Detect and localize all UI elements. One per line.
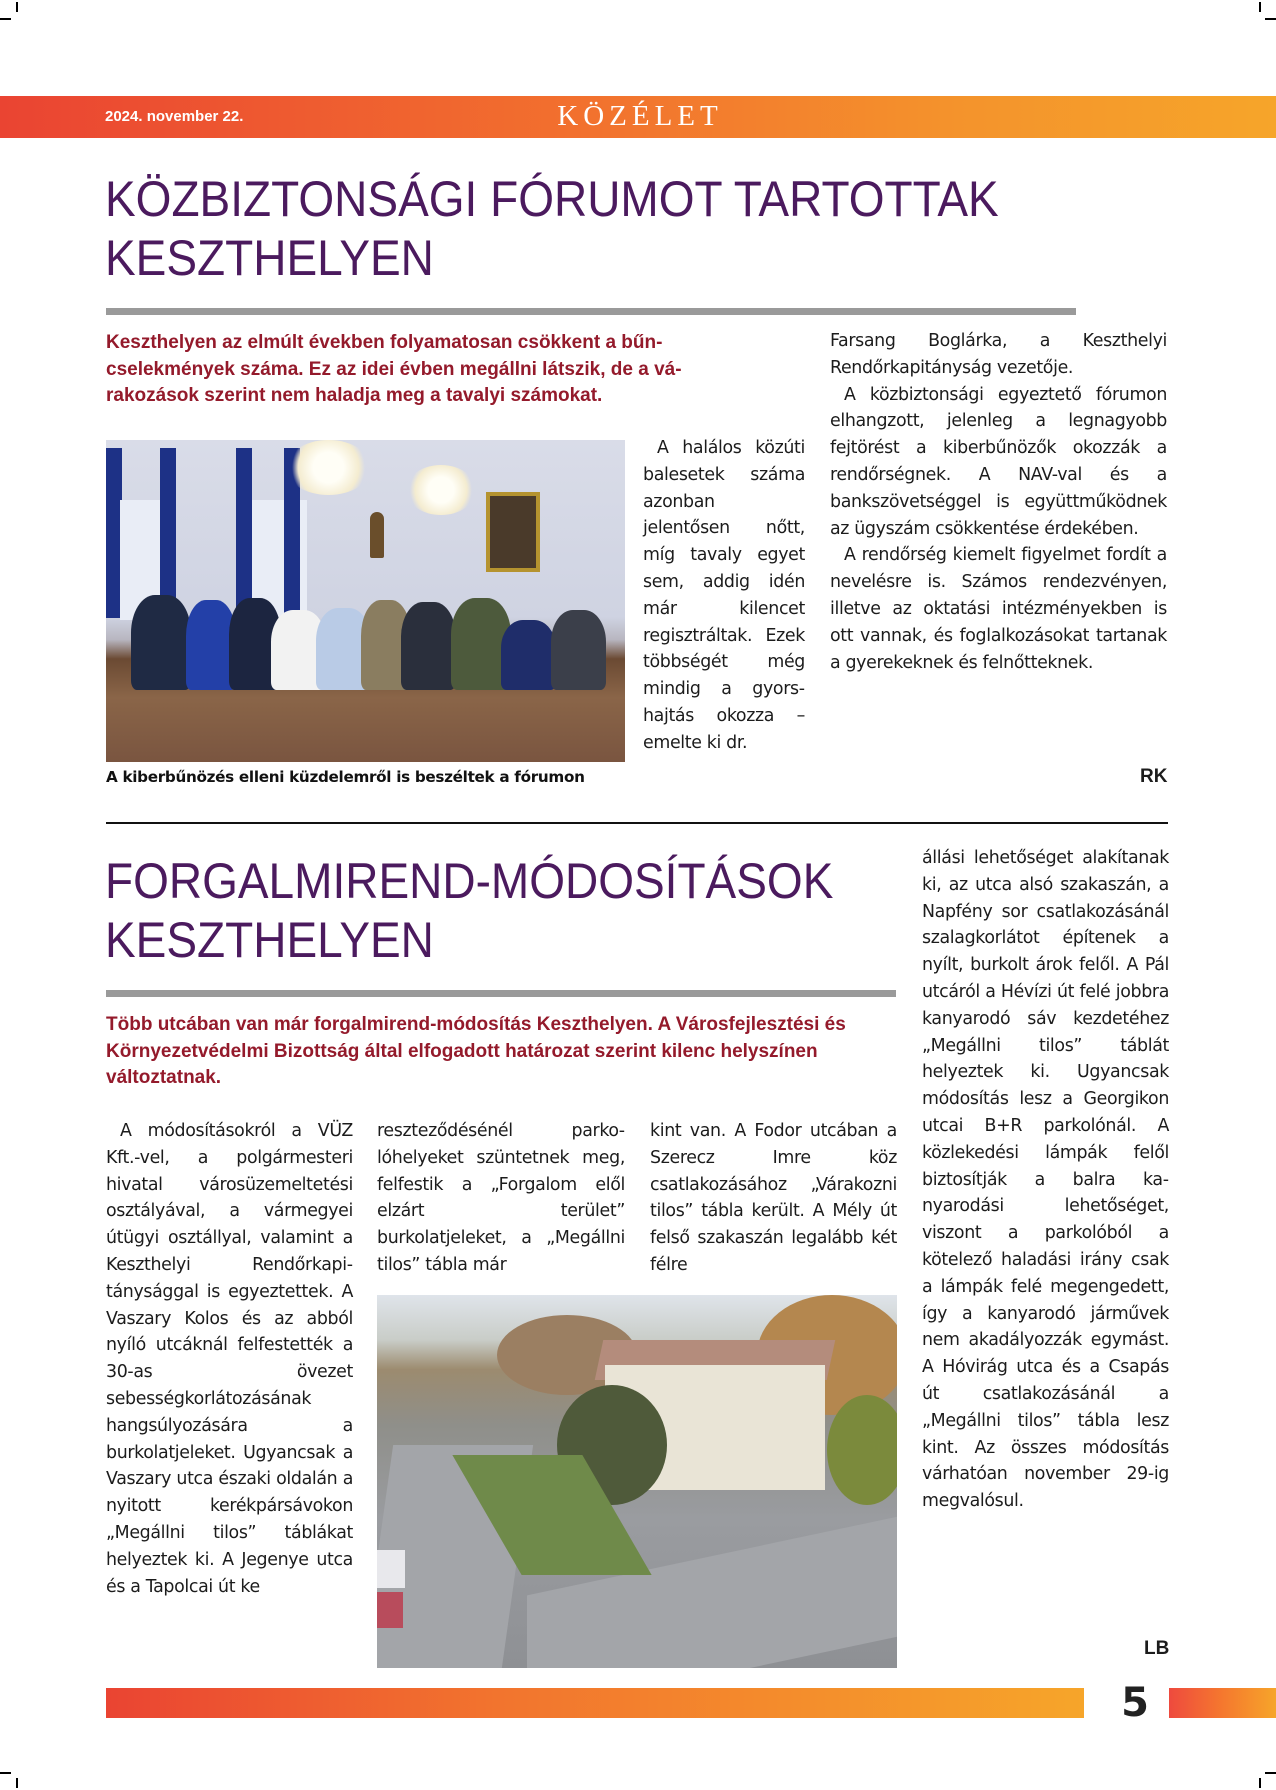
- crop-mark: [16, 1778, 18, 1788]
- article-divider: [106, 822, 1168, 824]
- crop-mark: [0, 18, 11, 20]
- portrait: [486, 492, 540, 572]
- paragraph: Farsang Boglárka, a Keszthelyi Rendőrkapitányság vezetője.: [830, 331, 1167, 378]
- audience: [111, 580, 616, 690]
- headline-line: KESZTHELYEN: [105, 912, 434, 968]
- headline-rule: [106, 990, 896, 997]
- headline-rule: [106, 308, 1076, 315]
- paragraph: A rendőrség kiemelt figyelmet fordít a nevelésre is. Számos rendezvényen, illetve az oktatási intézményekben is ott vannak, és foglalkozásokat tartanak a gyerekeknek és felnőtteknek.: [830, 545, 1167, 673]
- headline-line: KÖZBIZTONSÁGI FÓRUMOT TARTOTTAK: [105, 171, 999, 227]
- article2-column-3: [650, 1118, 897, 1279]
- paragraph: állási lehetőséget alakítanak ki, az utca alsó szakaszán, a Napfény sor csatlakozásánál szalagkorlátot építenek a nyílt, burkolt árok felől. A Pál utcáról a Hévízi út felé jobbra kanyarodó sáv kezdetéhez „Megállni tilos” táblát helyeztek ki. Ugyancsak módosítás lesz a Georgikon utcai B+R parkolónál. A közlekedési lámpák felől biztosítják a balra kanyarodási lehetőséget, viszont a parkolóból a kötelező haladási irány csak a lámpák felé megengedett, így a kanyarodó járművek nem akadályozzák egymást. A Hóvirág utca és a Csapás út csatlakozásánál a „Megállni tilos” tábla lesz kint. Az összes módosítás várhatóan november 29-ig megvalósul.: [922, 848, 1169, 1512]
- paragraph: A módosításokról a VÜZ Kft.-vel, a polgármesteri hivatal városüzemeltetési osztályával, a vármegyei útügyi osztállyal, valamint a Keszthelyi Rendőrkapitánysággal is egyeztettek. A Vaszary Kolos és az abból nyíló utcáknál felfestették a 30-as övezet sebességkorlátozásának hangsúlyozására a burkolatjeleket. Ugyancsak a Vaszary utca északi oldalán a nyitott kerékpársávokon „Megállni tilos” táblákat helyeztek ki. A Jegenye utca és a Tapolcai út ke: [106, 1121, 353, 1597]
- article2-headline: [105, 852, 833, 970]
- chandelier: [286, 440, 371, 495]
- article1-column-2: [830, 328, 1167, 676]
- article2-column-4: [922, 845, 1169, 1515]
- article2-column-1: [106, 1118, 353, 1600]
- wall-clock: [370, 512, 384, 558]
- forum-photo: [106, 440, 625, 762]
- footer-band: [1169, 1688, 1276, 1718]
- article1-headline: [105, 170, 999, 288]
- section-title: KÖZÉLET: [557, 100, 723, 132]
- chandelier: [406, 465, 476, 515]
- article2-byline: LB: [1144, 1638, 1170, 1659]
- paragraph: A közbiztonsági egyeztető fórumon elhangzott, jelenleg a legnagyobb fejtörést a kiberbűnözők okozzák a rendőrségnek. A NAV-val és a bankszövetséggel is együttműködnek az ügyszám csökkentése érdekében.: [830, 384, 1167, 539]
- paragraph: kint van. A Fodor utcában a Szerecz Imre köz csatlakozásához „Várakozni tilos” tábla került. A Mély út felső szakaszán legalább két félre: [650, 1121, 897, 1275]
- article2-column-2: [377, 1118, 625, 1279]
- crop-mark: [0, 1772, 11, 1774]
- street-photo: [377, 1295, 897, 1668]
- crop-mark: [1259, 1778, 1261, 1788]
- crop-mark: [1265, 18, 1276, 20]
- crop-mark: [1265, 1772, 1276, 1774]
- issue-date: 2024. november 22.: [105, 108, 244, 125]
- crop-mark: [16, 2, 18, 12]
- article1-column-1: [643, 435, 805, 757]
- trees: [827, 1395, 897, 1505]
- paragraph: A halálos közúti balesetek száma azonban jelentősen nőtt, míg tavaly egyet sem, addig idén már kilencet regisztráltak. Ezek többségét még mindig a gyorshajtás okozza – emelte ki dr.: [643, 438, 805, 753]
- article1-byline: RK: [1140, 766, 1168, 787]
- article1-lead: Keszthelyen az elmúlt években folyamatosan csökkent a bűncselekmények száma. Ez az idei évben megállni látszik, de a várakozások szerint nem haladja meg a tavalyi számokat.: [106, 332, 682, 406]
- paragraph: reszteződésénél parkolóhelyeket szüntetnek meg, felfestik a „Forgalom elől elzárt terület” burkolatjeleket, a „Megállni tilos” tábla már: [377, 1121, 625, 1275]
- footer-band: [106, 1688, 1084, 1718]
- parked-car: [377, 1550, 405, 1588]
- page-number: 5: [1121, 1680, 1149, 1726]
- crop-mark: [1259, 2, 1261, 12]
- parked-car: [377, 1592, 403, 1628]
- headline-line: FORGALMIREND-MÓDOSÍTÁSOK: [105, 853, 834, 909]
- article2-lead: Több utcában van már forgalmirend-módosítás Keszthelyen. A Városfejlesztési és Környezetvédelmi Bizottság által elfogadott határozat szerint kilenc helyszínen változtatnak.: [106, 1014, 846, 1088]
- headline-line: KESZTHELYEN: [105, 230, 434, 286]
- photo-caption: A kiberbűnözés elleni küzdelemről is beszéltek a fórumon: [106, 768, 585, 786]
